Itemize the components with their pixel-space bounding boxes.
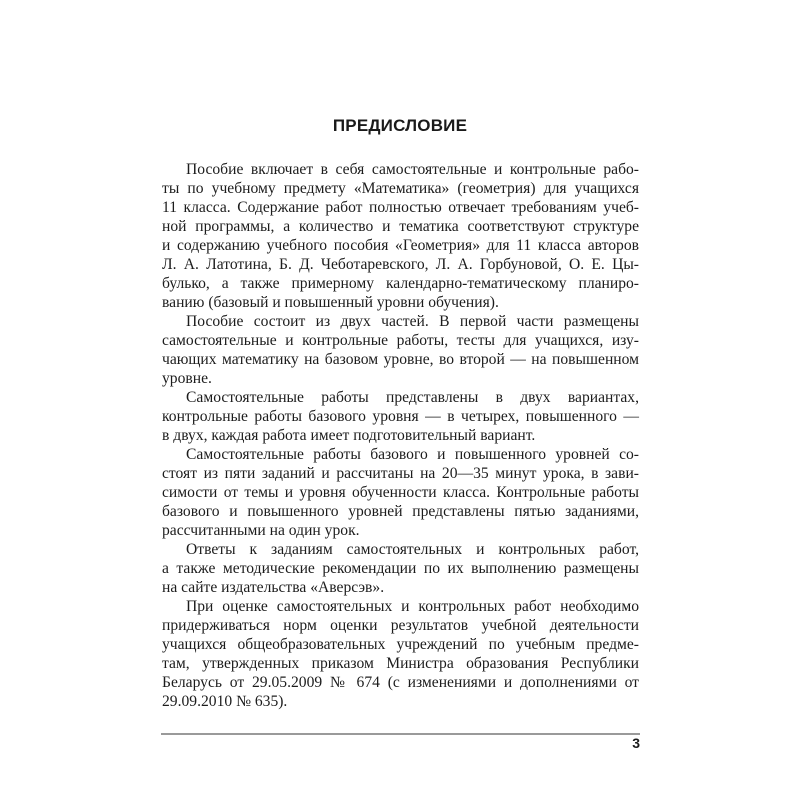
text-line: ты по учебному предмету «Математика» (геометрия) для учащихся <box>162 180 639 197</box>
text-line: ванию (базовый и повышенный уровни обучения). <box>162 294 499 311</box>
text-line: учащихся общеобразовательных учреждений по учебным предме- <box>162 636 639 653</box>
text-line: в двух, каждая работа имеет подготовительный вариант. <box>162 427 536 444</box>
text-line: симости от темы и уровня обученности класса. Контрольные работы <box>162 484 639 501</box>
text-line: При оценке самостоятельных и контрольных работ необходимо <box>186 598 639 615</box>
text-line: и содержанию учебного пособия «Геометрия» для 11 класса авторов <box>162 237 639 254</box>
text-line: рассчитанными на один урок. <box>162 522 360 539</box>
text-line: 11 класса. Содержание работ полностью отвечает требованиям учеб- <box>162 199 639 216</box>
text-line: Л. А. Латотина, Б. Д. Чеботаревского, Л. А. Горбуновой, О. Е. Цы- <box>162 256 639 273</box>
text-line: Пособие включает в себя самостоятельные и контрольные рабо- <box>186 161 639 178</box>
text-line: чающих математику на базовом уровне, во второй — на повышенном <box>162 351 639 368</box>
paragraph-4 <box>162 445 639 540</box>
body-text <box>162 160 639 711</box>
paragraph-6 <box>162 597 639 711</box>
text-line: Пособие состоит из двух частей. В первой части размещены <box>186 313 639 330</box>
page-title: ПРЕДИСЛОВИЕ <box>332 116 468 135</box>
paragraph-5 <box>162 540 639 597</box>
text-line: самостоятельные и контрольные работы, тесты для учащихся, изу- <box>162 332 639 349</box>
page-number: 3 <box>632 735 640 751</box>
text-line: на сайте издательства «Аверсэв». <box>162 579 385 596</box>
text-line: а также методические рекомендации по их выполнению размещены <box>162 560 639 577</box>
text-line: контрольные работы базового уровня — в четырех, повышенного — <box>162 408 639 425</box>
text-line: Ответы к заданиям самостоятельных и контрольных работ, <box>186 541 639 558</box>
paragraph-3 <box>162 388 639 445</box>
text-line: придерживаться норм оценки результатов учебной деятельности <box>162 617 639 634</box>
text-line: ной программы, а количество и тематика соответствуют структуре <box>162 218 639 235</box>
text-line: Самостоятельные работы базового и повышенного уровней со- <box>186 446 639 463</box>
text-line: базового и повышенного уровней представлены пятью заданиями, <box>162 503 639 520</box>
text-line: там, утвержденных приказом Министра образования Республики <box>162 655 639 672</box>
paragraph-2 <box>162 312 639 388</box>
text-line: Самостоятельные работы представлены в двух вариантах, <box>186 389 639 406</box>
text-line: уровне. <box>162 370 212 387</box>
text-line: 29.09.2010 № 635). <box>162 693 288 710</box>
text-line: стоят из пяти заданий и рассчитаны на 20—35 минут урока, в зави- <box>162 465 639 482</box>
text-line: булько, а также примерному календарно-тематическому планиро- <box>162 275 639 292</box>
footer-divider <box>161 733 640 735</box>
text-line: Беларусь от 29.05.2009 № 674 (с изменениями и дополнениями от <box>162 674 639 691</box>
paragraph-1 <box>162 160 639 312</box>
